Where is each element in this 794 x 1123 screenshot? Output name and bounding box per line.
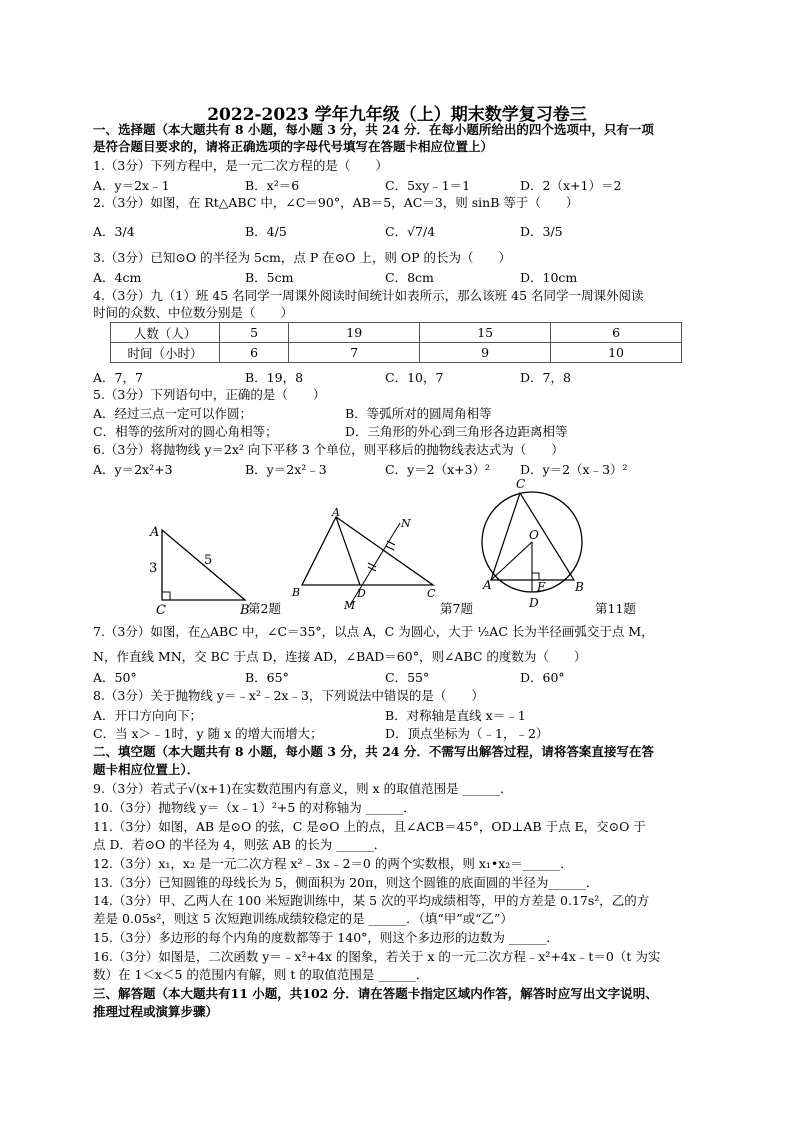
q1-option-b: B．x²＝6 — [245, 178, 300, 193]
section1-heading-2: 是符合题目要求的，请将正确选项的字母代号填写在答题卡相应位置上） — [93, 139, 494, 154]
table-cell: 15 — [420, 323, 551, 343]
arc-mark-top — [386, 541, 395, 550]
q4-option-d: D．7，8 — [520, 370, 571, 385]
q14-line-1: 14.（3分）甲、乙两人在 100 米短跑训练中，某 5 次的平均成绩相等，甲的方差是 0.17s²，乙的方 — [93, 893, 650, 908]
q1-option-c: C．5xy﹣1＝1 — [385, 178, 471, 193]
q7-stem-1: 7.（3分）如图，在△ABC 中，∠C＝35°，以点 A，C 为圆心，大于 ½AC 长为半径画弧交于点 M， — [93, 624, 654, 639]
q7-option-a: A．50° — [93, 670, 137, 685]
q2-option-b: B．4/5 — [245, 224, 287, 239]
label-a: A — [150, 525, 160, 540]
label-n: N — [401, 517, 411, 530]
q4-option-a: A．7，7 — [93, 370, 143, 385]
label-c: C — [156, 603, 166, 615]
segment-ad — [336, 517, 360, 585]
q7-option-c: C．55° — [385, 670, 430, 685]
q7-option-b: B．65° — [245, 670, 289, 685]
q6-option-c: C．y＝2（x+3）² — [385, 462, 491, 477]
section2-heading-2: 题卡相应位置上）． — [93, 762, 200, 777]
q14-line-2: 差是 0.05s²，则这 5 次短跑训练成绩较稳定的是 ______．（填“甲”或“乙”） — [93, 911, 513, 926]
figure-q7-caption: 第7题 — [440, 601, 473, 616]
q11-line-1: 11.（3分）如图，AB 是⊙O 的弦，C 是⊙O 上的点，且∠ACB＝45°，OD⊥AB 于点 E，交⊙O 于 — [93, 819, 646, 834]
q4-stem-1: 4.（3分）九（1）班 45 名同学一周课外阅读时间统计如表所示，那么该班 45 名同学一周课外阅读 — [93, 288, 644, 303]
q12: 12.（3分）x₁，x₂ 是一元二次方程 x²﹣3x﹣2＝0 的两个实数根，则 x₁•x₂＝______． — [93, 856, 573, 871]
q6-option-d: D．y＝2（x﹣3）² — [520, 462, 628, 477]
table-cell: 6 — [220, 343, 289, 363]
table-cell: 10 — [551, 343, 682, 363]
q1-option-a: A．y＝2x﹣1 — [93, 178, 170, 193]
q8-stem: 8.（3分）关于抛物线 y＝﹣x²﹣2x﹣3，下列说法中错误的是（ ） — [93, 688, 484, 703]
section3-heading-2: 推理过程或演算步骤） — [93, 1004, 219, 1019]
table-cell: 6 — [551, 323, 682, 343]
figure-q2-caption: 第2题 — [248, 601, 281, 616]
label-side-ab: 5 — [204, 553, 213, 568]
table-cell: 9 — [420, 343, 551, 363]
q5-option-b: B．等弧所对的圆周角相等 — [345, 406, 492, 421]
right-angle-mark — [162, 592, 170, 600]
q5-option-c: C．相等的弦所对的圆心角相等； — [93, 424, 278, 439]
q6-option-b: B．y＝2x²﹣3 — [245, 462, 327, 477]
q15: 15.（3分）多边形的每个内角的度数都等于 140°，则这个多边形的边数为 ______． — [93, 930, 559, 945]
triangle-abc — [302, 517, 433, 585]
label-b: B — [292, 586, 301, 599]
page-title: 2022-2023 学年九年级（上）期末数学复习卷三 — [207, 105, 587, 125]
label-c: C — [516, 477, 526, 491]
q3-option-d: D．10cm — [520, 270, 578, 285]
q4-option-b: B．19，8 — [245, 370, 304, 385]
table-row — [111, 343, 682, 363]
q2-option-a: A．3/4 — [93, 224, 135, 239]
q16-line-2: 数）在 1＜x＜5 的范围内有解，则 t 的取值范围是 ______． — [93, 967, 429, 982]
q7-option-d: D．60° — [520, 670, 565, 685]
label-b: B — [575, 580, 584, 594]
q1-stem: 1.（3分）下列方程中，是一元二次方程的是（ ） — [93, 158, 388, 173]
right-angle-mark — [532, 573, 539, 580]
q7-stem-2: N，作直线 MN，交 BC 于点 D，连接 AD，∠BAD＝60°，则∠ABC 的度数为（ ） — [93, 649, 587, 664]
q8-option-b: B．对称轴是直线 x＝﹣1 — [385, 708, 526, 723]
q8-option-a: A．开口方向向下； — [93, 708, 203, 723]
q5-stem: 5.（3分）下列语句中，正确的是（ ） — [93, 387, 326, 402]
q8-option-c: C．当 x＞﹣1时，y 随 x 的增大而增大； — [93, 726, 323, 741]
figure-q11-caption: 第11题 — [595, 601, 636, 616]
figure-q7 — [288, 505, 443, 615]
q13: 13.（3分）已知圆锥的母线长为 5，侧面积为 20π，则这个圆锥的底面圆的半径为______． — [93, 875, 599, 890]
q11-line-2: 点 D．若⊙O 的半径为 4，则弦 AB 的长为 ______． — [93, 837, 387, 852]
q6-option-a: A．y＝2x²+3 — [93, 462, 173, 477]
q4-stem-2: 时间的众数、中位数分别是（ ） — [93, 305, 294, 320]
label-b: B — [240, 603, 250, 615]
q5-option-d: D．三角形的外心到三角形各边距离相等 — [345, 424, 568, 439]
label-m: M — [344, 599, 356, 612]
q4-option-c: C．10，7 — [385, 370, 444, 385]
section1-heading-1: 一、选择题（本大题共有 8 小题，每小题 3 分，共 24 分．在每小题所给出的四个选项中，只有一项 — [93, 122, 654, 137]
q3-option-a: A．4cm — [93, 270, 142, 285]
q2-stem: 2.（3分）如图，在 Rt△ABC 中，∠C＝90°，AB＝5，AC＝3，则 sinB 等于（ ） — [93, 195, 579, 210]
label-a: A — [483, 578, 492, 592]
q8-option-d: D．顶点坐标为（﹣1，﹣2） — [385, 726, 549, 741]
table-cell: 7 — [289, 343, 420, 363]
table-cell: 5 — [220, 323, 289, 343]
q4-table — [110, 322, 682, 363]
label-d: D — [529, 596, 539, 610]
q16-line-1: 16.（3分）如图是，二次函数 y＝﹣x²+4x 的图象，若关于 x 的一元二次方程﹣x²+4x﹣t＝0（t 为实 — [93, 949, 661, 964]
q2-option-d: D．3/5 — [520, 224, 563, 239]
label-side-ac: 3 — [149, 561, 158, 576]
label-o: O — [529, 528, 539, 542]
q6-stem: 6.（3分）将抛物线 y＝2x² 向下平移 3 个单位，则平移后的抛物线表达式为（ ） — [93, 442, 564, 457]
figure-q11 — [478, 476, 588, 611]
q1-option-d: D．2（x+1）＝2 — [520, 178, 622, 193]
q3-option-b: B．5cm — [245, 270, 294, 285]
label-a: A — [332, 506, 340, 519]
table-row — [111, 323, 682, 343]
table-cell: 人数（人） — [111, 323, 220, 343]
label-e: E — [537, 580, 546, 594]
q3-option-c: C．8cm — [385, 270, 434, 285]
label-c: C — [427, 587, 436, 600]
q9: 9.（3分）若式子√(x+1)在实数范围内有意义，则 x 的取值范围是 ______． — [93, 781, 513, 796]
q5-option-a: A．经过三点一定可以作圆； — [93, 406, 253, 421]
table-cell: 19 — [289, 323, 420, 343]
q2-option-c: C．√7/4 — [385, 224, 436, 239]
q3-stem: 3.（3分）已知⊙O 的半径为 5cm，点 P 在⊙O 上，则 OP 的长为（ ） — [93, 250, 512, 265]
q10: 10.（3分）抛物线 y＝（x﹣1）²+5 的对称轴为 ______． — [93, 800, 416, 815]
label-d: D — [357, 587, 366, 600]
table-cell: 时间（小时） — [111, 343, 220, 363]
section3-heading-1: 三、解答题（本大题共有11 小题，共102 分．请在答题卡指定区域内作答，解答时应写出文字说明、 — [93, 986, 658, 1001]
section2-heading-1: 二、填空题（本大题共有 8 小题，每小题 3 分，共 24 分．不需写出解答过程，请将答案直接写在答 — [93, 744, 654, 759]
